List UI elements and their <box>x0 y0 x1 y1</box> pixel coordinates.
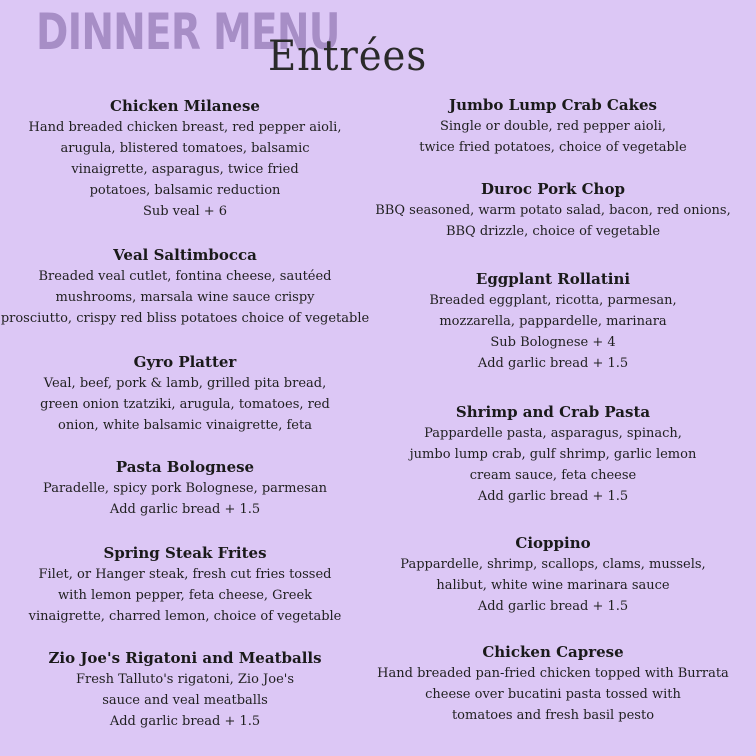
dish-description-line: Hand breaded chicken breast, red pepper aioli, <box>28 120 342 135</box>
dish-name: Duroc Pork Chop <box>481 180 625 198</box>
dish-description-line: vinaigrette, charred lemon, choice of vegetable <box>28 609 342 624</box>
dish-gyro-platter <box>0 351 370 436</box>
dish-zio-joes-rigatoni <box>0 647 370 732</box>
dish-jumbo-lump-crab-cakes <box>368 94 738 158</box>
dish-chicken-milanese <box>0 95 370 222</box>
dish-description-line: Add garlic bread + 1.5 <box>109 714 261 729</box>
dinner-menu-stamp: DINNER MENU <box>36 3 340 61</box>
dish-description-line: Breaded eggplant, ricotta, parmesan, <box>429 293 677 308</box>
dish-name: Spring Steak Frites <box>103 544 267 562</box>
dish-chicken-caprese <box>368 641 738 726</box>
dish-description-line: BBQ seasoned, warm potato salad, bacon, red onions, <box>375 203 731 218</box>
section-title: Entrées <box>268 31 428 80</box>
dish-veal-saltimbocca <box>0 244 370 329</box>
dish-cioppino <box>368 532 738 617</box>
dish-description-line: Breaded veal cutlet, fontina cheese, sautéed <box>38 269 332 284</box>
dish-name: Chicken Caprese <box>482 643 624 661</box>
dish-description-line: prosciutto, crispy red bliss potatoes choice of vegetable <box>0 311 370 326</box>
dish-name: Gyro Platter <box>133 353 237 371</box>
dish-name: Jumbo Lump Crab Cakes <box>449 96 657 114</box>
dish-name: Cioppino <box>515 534 591 552</box>
dish-description-line: onion, white balsamic vinaigrette, feta <box>58 418 312 433</box>
dish-name: Eggplant Rollatini <box>475 270 631 288</box>
dish-spring-steak-frites <box>0 542 370 627</box>
dish-description-line: potatoes, balsamic reduction <box>89 183 281 198</box>
dish-description-line: Add garlic bread + 1.5 <box>477 599 629 614</box>
dish-description-line: Filet, or Hanger steak, fresh cut fries tossed <box>38 567 332 582</box>
dish-description-line: Paradelle, spicy pork Bolognese, parmesan <box>43 481 327 496</box>
dish-description-line: Pappardelle, shrimp, scallops, clams, mussels, <box>400 557 706 572</box>
dish-description-line: Add garlic bread + 1.5 <box>477 356 629 371</box>
dish-description-line: halibut, white wine marinara sauce <box>436 578 670 593</box>
dish-description-line: Sub Bolognese + 4 <box>490 335 616 350</box>
dish-name: Chicken Milanese <box>110 97 260 115</box>
dish-description-line: with lemon pepper, feta cheese, Greek <box>57 588 313 603</box>
dish-description-line: jumbo lump crab, gulf shrimp, garlic lemon <box>409 447 697 462</box>
dish-description-line: Sub veal + 6 <box>142 204 228 219</box>
dish-name: Veal Saltimbocca <box>113 246 257 264</box>
dish-description-line: Add garlic bread + 1.5 <box>109 502 261 517</box>
dish-description-line: arugula, blistered tomatoes, balsamic <box>60 141 310 156</box>
dish-description-line: Fresh Talluto's rigatoni, Zio Joe's <box>75 672 295 687</box>
dish-description-line: BBQ drizzle, choice of vegetable <box>445 224 661 239</box>
dish-description-line: sauce and veal meatballs <box>102 693 268 708</box>
dish-pasta-bolognese <box>0 456 370 520</box>
dish-description-line: vinaigrette, asparagus, twice fried <box>71 162 299 177</box>
dish-description-line: Single or double, red pepper aioli, <box>439 119 667 134</box>
dish-description-line: cheese over bucatini pasta tossed with <box>425 687 681 702</box>
dish-description-line: tomatoes and fresh basil pesto <box>451 708 655 723</box>
dish-shrimp-and-crab-pasta <box>368 401 738 507</box>
dish-description-line: cream sauce, feta cheese <box>469 468 637 483</box>
dish-description-line: Veal, beef, pork & lamb, grilled pita bread, <box>43 376 327 391</box>
dish-description-line: Pappardelle pasta, asparagus, spinach, <box>424 426 682 441</box>
dish-description-line: Hand breaded pan-fried chicken topped with Burrata <box>377 666 729 681</box>
dish-description-line: Add garlic bread + 1.5 <box>477 489 629 504</box>
dish-description-line: twice fried potatoes, choice of vegetable <box>419 140 687 155</box>
dish-name: Zio Joe's Rigatoni and Meatballs <box>48 649 322 667</box>
dish-description-line: green onion tzatziki, arugula, tomatoes, red <box>40 397 330 412</box>
dish-name: Pasta Bolognese <box>115 458 255 476</box>
dish-eggplant-rollatini <box>368 268 738 374</box>
dish-name: Shrimp and Crab Pasta <box>455 403 651 421</box>
dish-description-line: mushrooms, marsala wine sauce crispy <box>55 290 315 305</box>
dish-duroc-pork-chop <box>368 178 738 242</box>
dish-description-line: mozzarella, pappardelle, marinara <box>439 314 667 329</box>
